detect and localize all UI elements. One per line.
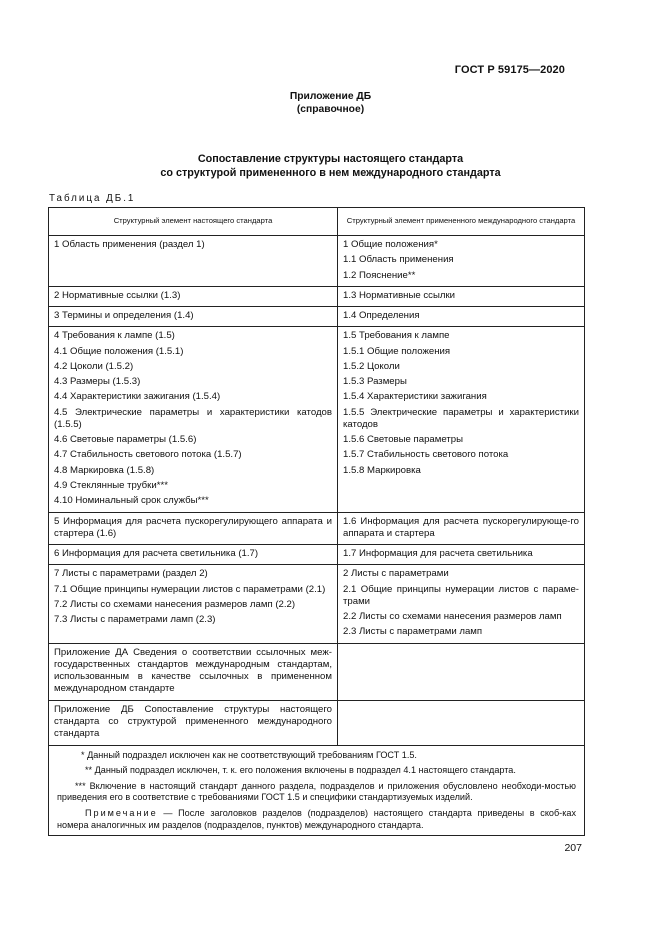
table-row bbox=[49, 236, 585, 287]
cell-line: 1.5.1 Общие положения bbox=[343, 345, 451, 357]
cell-left bbox=[49, 643, 338, 700]
cell-line: 1.5.4 Характеристики зажигания bbox=[343, 391, 487, 403]
table-row bbox=[49, 700, 585, 745]
cell-left bbox=[49, 565, 338, 643]
footnotes-row bbox=[49, 745, 585, 836]
cell-line: 7 Листы с параметрами (раздел 2) bbox=[54, 568, 208, 580]
cell-left bbox=[49, 545, 338, 565]
cell-line: 1 Область применения (раздел 1) bbox=[54, 239, 205, 250]
cell-line: 4.8 Маркировка (1.5.8) bbox=[54, 464, 155, 476]
cell-right bbox=[338, 286, 585, 306]
table-row bbox=[49, 643, 585, 700]
note-text: — После заголовков разделов (подразделов) настоящего стандарта приведены в скоб-ках номера аналогичных им разделов (подразделов, пунктов) международного стандарта. bbox=[57, 808, 576, 830]
cell-line: 6 Информация для расчета светильника (1.7) bbox=[54, 548, 259, 560]
cell-line: 1.4 Определения bbox=[343, 310, 420, 322]
column-header-left: Структурный элемент настоящего стандарта bbox=[49, 208, 338, 236]
cell-left bbox=[49, 512, 338, 545]
cell-line: 1.5.7 Стабильность светового потока bbox=[343, 449, 509, 461]
cell-right bbox=[338, 545, 585, 565]
cell-line: 2.3 Листы с параметрами ламп bbox=[343, 626, 483, 638]
cell-line: 4.3 Размеры (1.5.3) bbox=[54, 376, 141, 388]
cell-line: 4.2 Цоколи (1.5.2) bbox=[54, 360, 134, 372]
footnote-2: ** Данный подраздел исключен, т. к. его положения включены в подраздел 4.1 настоящего стандарта. bbox=[85, 765, 516, 776]
cell-line: 4.10 Номинальный срок службы*** bbox=[54, 495, 209, 507]
cell-left bbox=[49, 236, 338, 287]
cell-line: 5 Информация для расчета пускорегулирующего аппарата и стартера (1.6) bbox=[54, 515, 332, 539]
cell-line: 1.1 Область применения bbox=[343, 254, 454, 266]
cell-line: 7.3 Листы с параметрами ламп (2.3) bbox=[54, 614, 216, 626]
table-row bbox=[49, 327, 585, 512]
cell-line: 3 Термины и определения (1.4) bbox=[54, 310, 194, 322]
note-label: Примечание bbox=[85, 808, 158, 818]
cell-line: 4.7 Стабильность светового потока (1.5.7) bbox=[54, 449, 242, 461]
cell-line: 1.5.5 Электрические параметры и характеристики катодов bbox=[343, 406, 579, 430]
cell-line: 2 Нормативные ссылки (1.3) bbox=[54, 289, 181, 301]
appendix-heading bbox=[0, 91, 661, 117]
table-row bbox=[49, 286, 585, 306]
cell-line: 4.6 Световые параметры (1.5.6) bbox=[54, 434, 197, 446]
cell-left bbox=[49, 286, 338, 306]
cell-line: 2 Листы с параметрами bbox=[343, 568, 449, 580]
cell-left bbox=[49, 307, 338, 327]
cell-line: 1 Общие положения* bbox=[343, 239, 438, 250]
footnote-1: * Данный подраздел исключен как не соответствующий требованиям ГОСТ 1.5. bbox=[81, 749, 417, 760]
title-line-1: Сопоставление структуры настоящего стандарта bbox=[197, 153, 464, 165]
footnote-3: *** Включение в настоящий стандарт данного раздела, подразделов и приложения обусловлено необходи-мостью приведения его в соответствие с требованиями ГОСТ 1.5 и специфики стандартизуемых изделий. bbox=[57, 780, 576, 803]
table-caption: Таблица ДБ.1 bbox=[49, 193, 136, 204]
cell-line: 1.5.2 Цоколи bbox=[343, 360, 400, 372]
appendix-title: Приложение ДБ bbox=[289, 91, 372, 102]
footnotes-cell bbox=[49, 745, 585, 836]
cell-line: 1.5.8 Маркировка bbox=[343, 464, 421, 476]
cell-right bbox=[338, 327, 585, 512]
cell-right bbox=[338, 512, 585, 545]
cell-line: 4.5 Электрические параметры и характеристики катодов (1.5.5) bbox=[54, 406, 332, 430]
cell-line: 1.3 Нормативные ссылки bbox=[343, 289, 456, 301]
cell-line: Приложение ДА Сведения о соответствии ссылочных меж-государственных стандартов международным стандартам, использованным в качестве ссылочных в примененном международном стандарте bbox=[54, 646, 332, 695]
cell-line: Приложение ДБ Сопоставление структуры настоящего стандарта со структурой примененного международного стандарта bbox=[54, 703, 332, 740]
cell-right bbox=[338, 565, 585, 643]
page-number: 207 bbox=[564, 842, 582, 854]
cell-right bbox=[338, 236, 585, 287]
table-note bbox=[57, 808, 576, 831]
table-row bbox=[49, 565, 585, 643]
cell-line: 4.1 Общие положения (1.5.1) bbox=[54, 345, 184, 357]
cell-right-empty bbox=[338, 643, 585, 700]
cell-line: 1.5.3 Размеры bbox=[343, 376, 407, 388]
table-row bbox=[49, 307, 585, 327]
cell-line: 4.4 Характеристики зажигания (1.5.4) bbox=[54, 391, 221, 403]
cell-line: 1.5 Требования к лампе bbox=[343, 330, 450, 342]
table-row bbox=[49, 545, 585, 565]
cell-line: 1.6 Информация для расчета пускорегулирующе-го аппарата и стартера bbox=[343, 515, 579, 539]
cell-line: 4 Требования к лампе (1.5) bbox=[54, 330, 175, 342]
table-header-row bbox=[49, 208, 585, 236]
document-title bbox=[0, 152, 661, 181]
cell-line: 7.2 Листы со схемами нанесения размеров ламп (2.2) bbox=[54, 598, 296, 610]
cell-right bbox=[338, 307, 585, 327]
cell-right-empty bbox=[338, 700, 585, 745]
cell-line: 2.2 Листы со схемами нанесения размеров ламп bbox=[343, 611, 562, 623]
cell-line: 1.2 Пояснение** bbox=[343, 269, 416, 281]
cell-line: 7.1 Общие принципы нумерации листов с параметрами (2.1) bbox=[54, 583, 326, 595]
standard-designation: ГОСТ Р 59175—2020 bbox=[454, 64, 565, 76]
table-row bbox=[49, 512, 585, 545]
title-line-2: со структурой примененного в нем международного стандарта bbox=[160, 167, 501, 180]
structure-comparison-table bbox=[48, 207, 585, 836]
cell-line: 1.5.6 Световые параметры bbox=[343, 434, 463, 446]
cell-left bbox=[49, 700, 338, 745]
cell-line: 1.7 Информация для расчета светильника bbox=[343, 548, 533, 560]
cell-line: 2.1 Общие принципы нумерации листов с параме-трами bbox=[343, 583, 579, 607]
appendix-kind: (справочное) bbox=[296, 103, 365, 115]
cell-line: 4.9 Стеклянные трубки*** bbox=[54, 479, 168, 491]
column-header-right: Структурный элемент примененного международного стандарта bbox=[338, 208, 585, 236]
cell-left bbox=[49, 327, 338, 512]
